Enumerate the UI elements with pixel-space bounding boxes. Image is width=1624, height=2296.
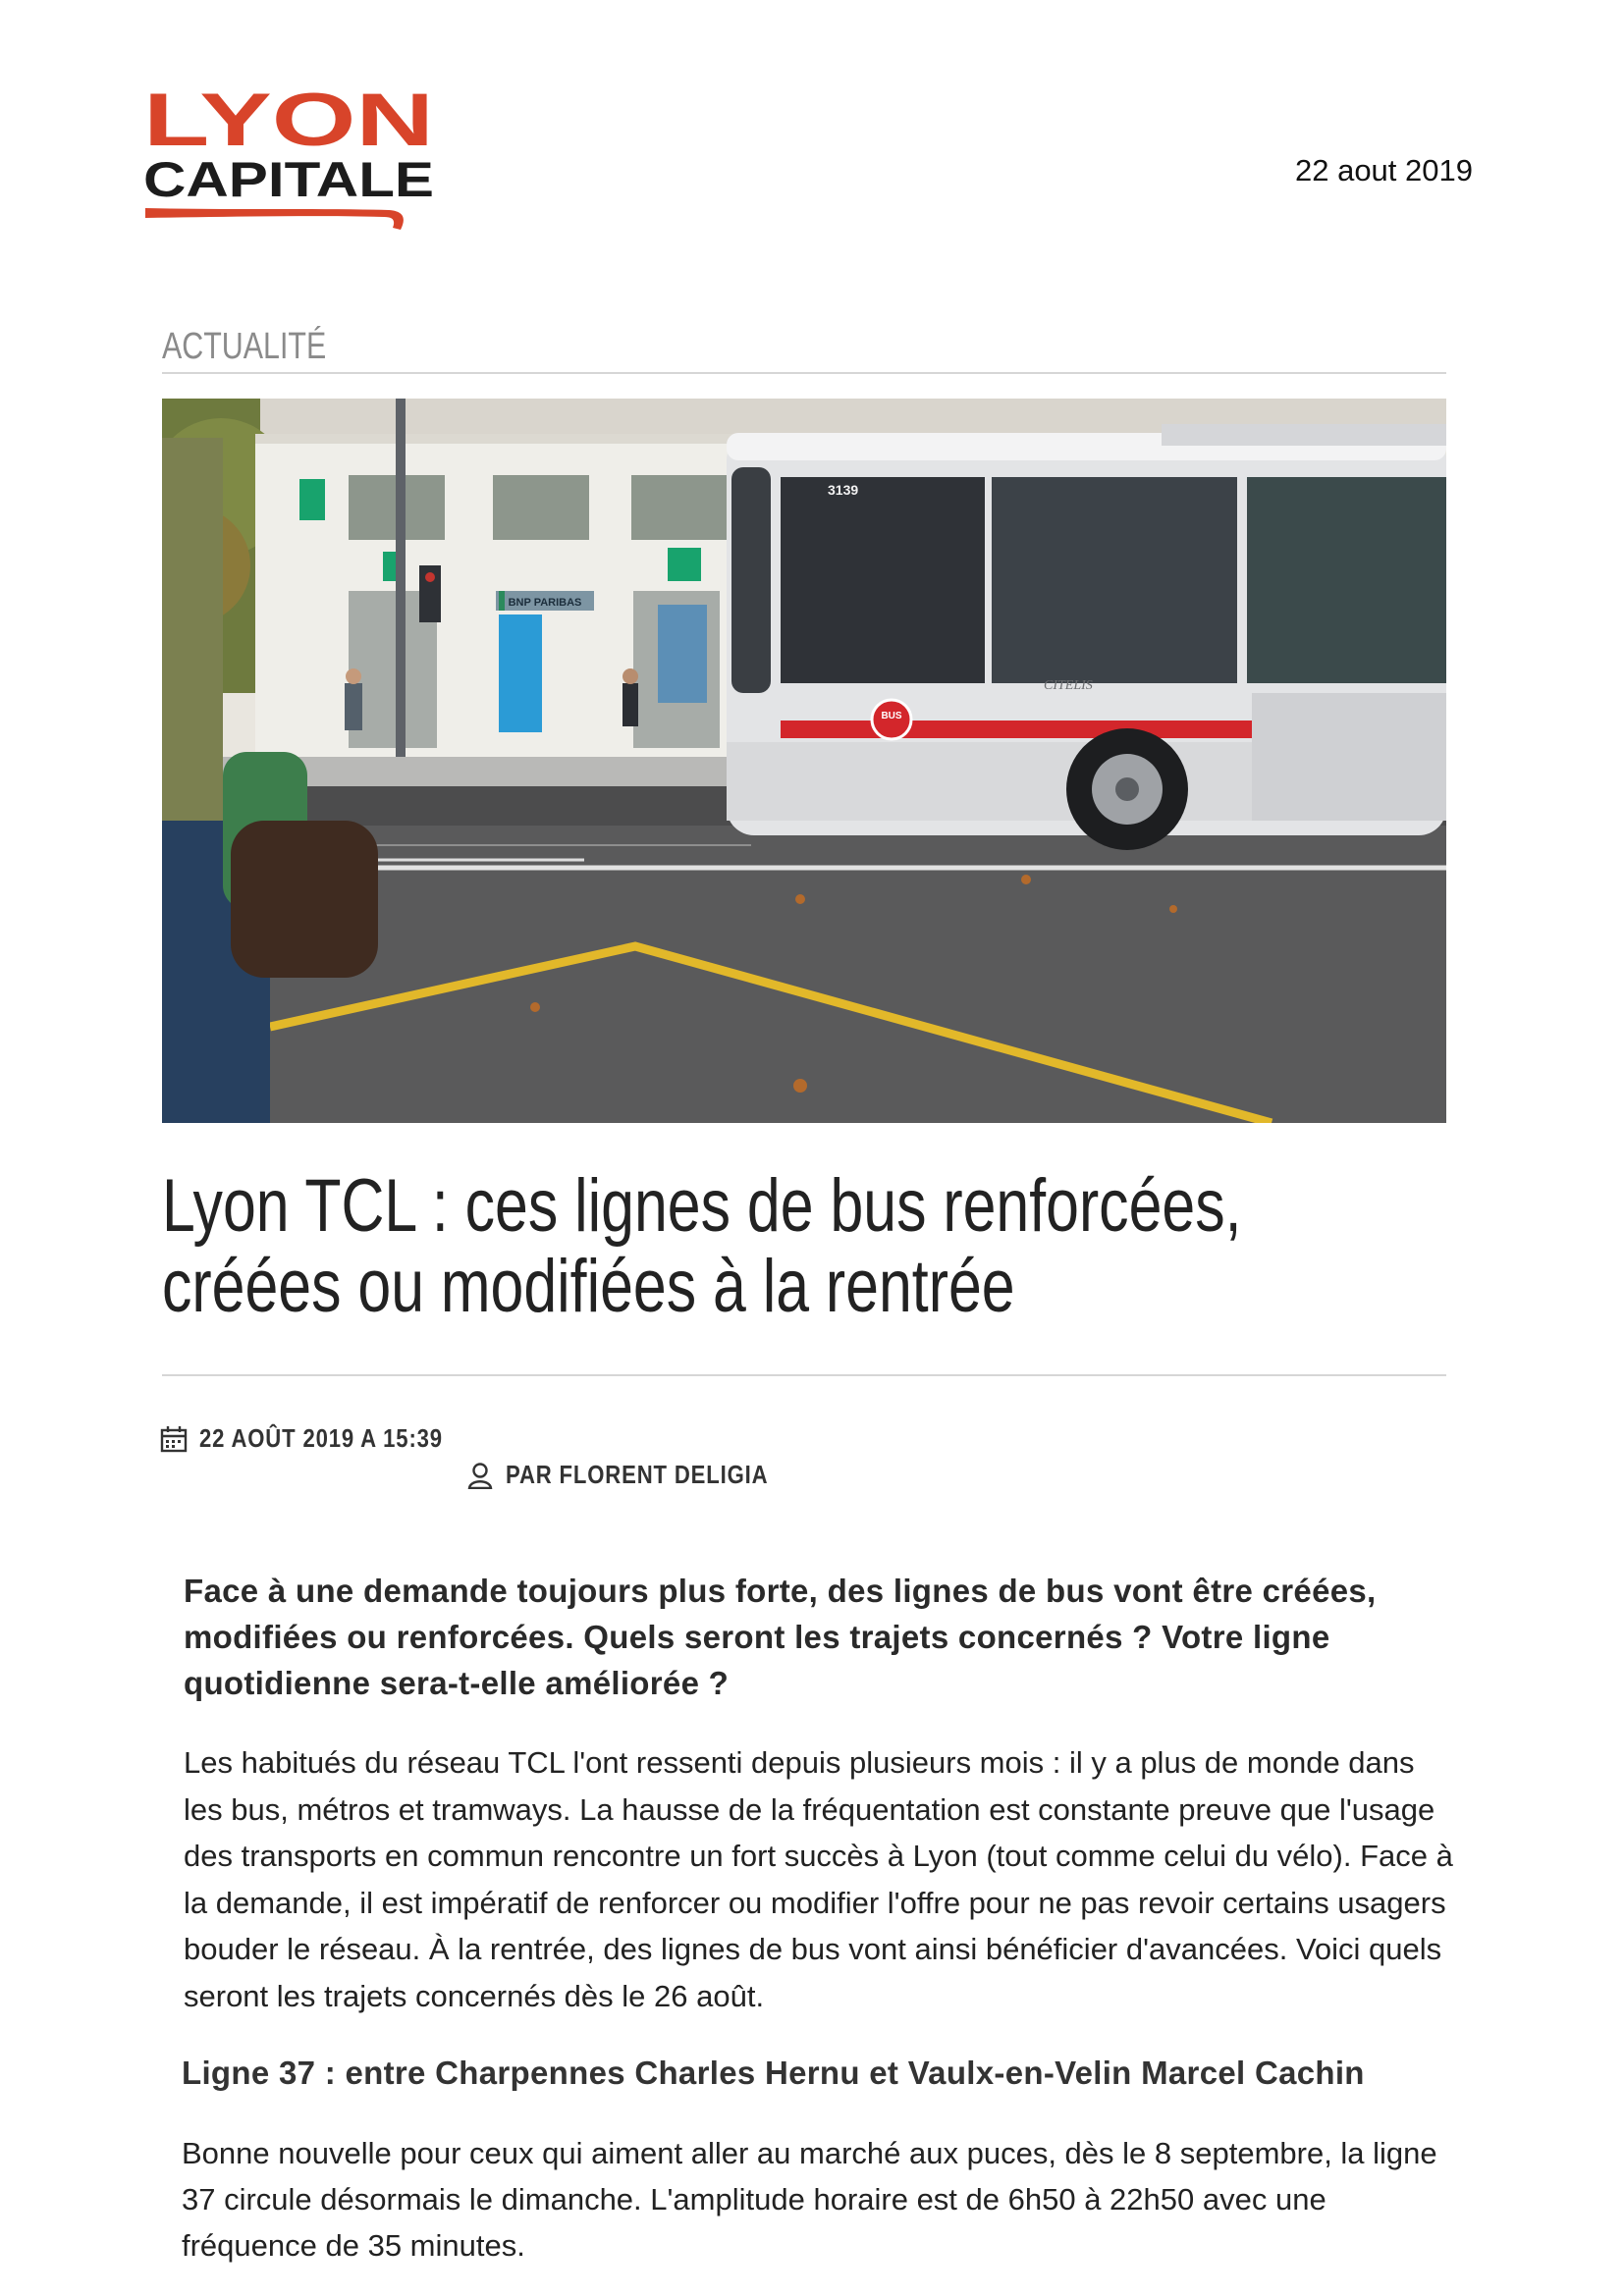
author-name[interactable]: PAR FLORENT DELIGIA	[506, 1460, 769, 1489]
category-label[interactable]: ACTUALITÉ	[162, 326, 327, 367]
lyon-capitale-logo	[143, 84, 438, 232]
logo-word-1: LYON	[143, 84, 434, 162]
site-logo[interactable]	[143, 84, 438, 232]
article-title: Lyon TCL : ces lignes de bus renforcées, créées ou modifiées à la rentrée	[162, 1164, 1242, 1328]
user-icon	[466, 1462, 494, 1489]
bus-street-photo	[162, 399, 1446, 1123]
bus-model: CITELIS	[1044, 678, 1093, 693]
article-paragraph-2: Bonne nouvelle pour ceux qui aiment aller au marché aux puces, dès le 8 septembre, la ligne 37 circule désormais le dimanche. L'amplitude horaire est de 6h50 à 22h50 avec une fréquence de 35 minutes.	[182, 2136, 1437, 2263]
bank-sign: BNP PARIBAS	[508, 597, 582, 609]
logo-word-2: CAPITALE	[143, 152, 434, 207]
hero-image	[162, 399, 1446, 1123]
category-bar	[162, 326, 1446, 374]
article-lead: Face à une demande toujours plus forte, des lignes de bus vont être créées, modifiées ou renforcées. Quels seront les trajets concernés ? Votre ligne quotidienne sera-t-elle améliorée ?	[184, 1573, 1377, 1701]
article-subheading: Ligne 37 : entre Charpennes Charles Hernu et Vaulx-en-Velin Marcel Cachin	[182, 2055, 1365, 2091]
publish-date-text: 22 AOÛT 2019 A 15:39	[199, 1423, 443, 1453]
author-byline[interactable]	[466, 1460, 815, 1490]
title-divider	[162, 1374, 1446, 1376]
header-date: 22 aout 2019	[1294, 153, 1473, 187]
calendar-icon	[160, 1425, 188, 1453]
publish-date	[160, 1423, 486, 1454]
bus-badge: BUS	[881, 711, 902, 721]
article-paragraph-1: Les habitués du réseau TCL l'ont ressenti depuis plusieurs mois : il y a plus de monde dans les bus, métros et tramways. La hausse de la fréquentation est constante preuve que l'usage des transports en commun rencontre un fort succès à Lyon (tout comme celui du vélo). Face à la demande, il est impératif de renforcer ou modifier l'offre pour ne pas revoir certains usagers bouder le réseau. À la rentrée, des lignes de bus vont ainsi bénéficier d'avancées. Voici quels seront les trajets concernés dès le 26 août.	[184, 1745, 1453, 2013]
bus-number: 3139	[828, 482, 859, 498]
logo-swoosh	[145, 208, 404, 230]
